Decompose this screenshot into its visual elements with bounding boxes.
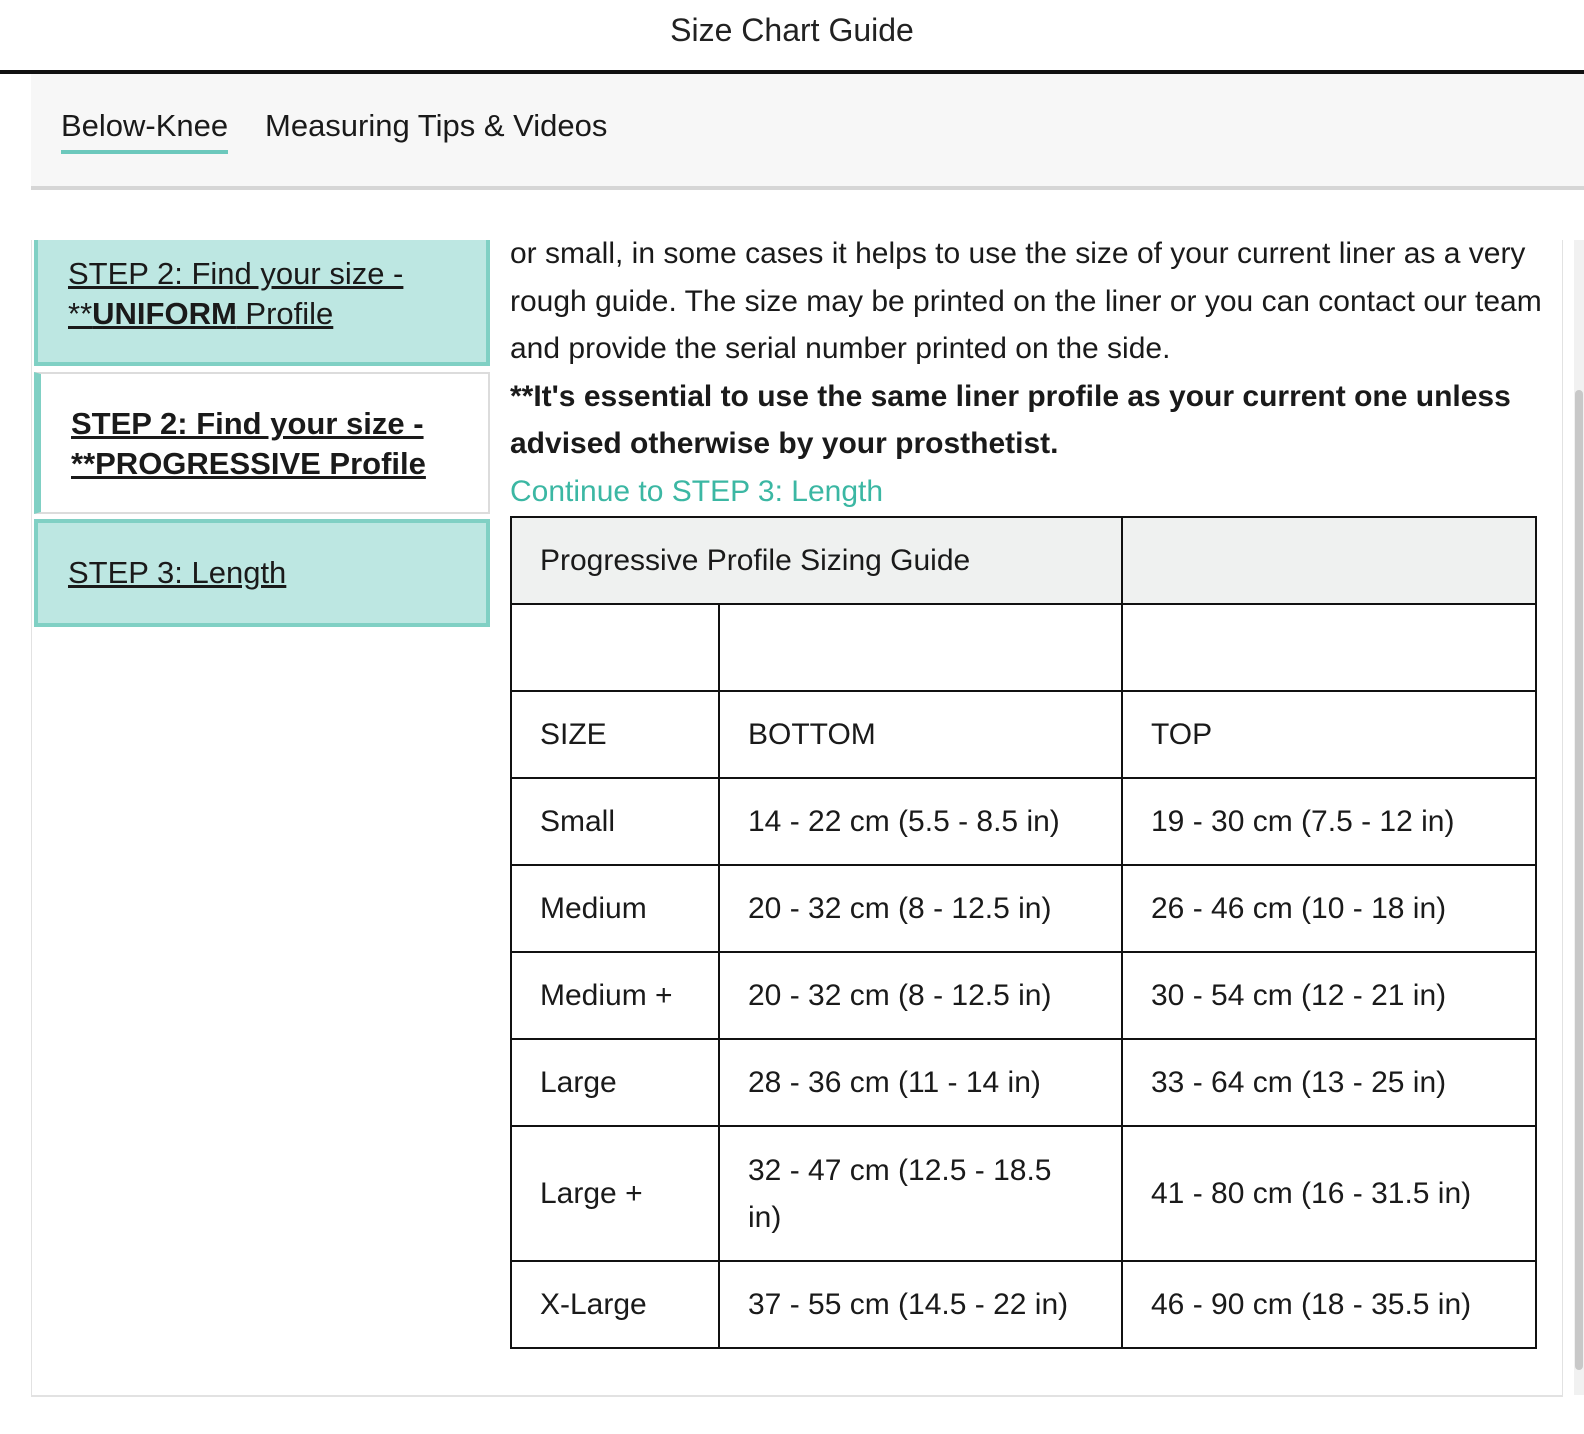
step-progressive-line1: STEP 2: Find your size - <box>71 406 424 441</box>
size-cell: Medium <box>511 865 719 952</box>
size-cell: Large <box>511 1039 719 1126</box>
page-title: Size Chart Guide <box>670 12 914 48</box>
profile-note: **It's essential to use the same liner profile as your current one unless advised otherwise by your prosthetist. <box>510 379 1511 460</box>
bottom-cell: 37 - 55 cm (14.5 - 22 in) <box>719 1261 1122 1348</box>
table-title: Progressive Profile Sizing Guide <box>511 517 1122 604</box>
header-bottom: BOTTOM <box>719 691 1122 778</box>
table-row <box>511 865 1536 952</box>
empty-cell <box>719 604 1122 691</box>
bottom-cell: 28 - 36 cm (11 - 14 in) <box>719 1039 1122 1126</box>
size-cell: Large + <box>511 1126 719 1261</box>
empty-cell <box>511 604 719 691</box>
table-row <box>511 1261 1536 1348</box>
top-cell: 19 - 30 cm (7.5 - 12 in) <box>1122 778 1536 865</box>
table-title-empty-cell <box>1122 517 1536 604</box>
step-progressive-line2: **PROGRESSIVE Profile <box>71 446 426 481</box>
step-uniform-profile[interactable] <box>34 240 490 366</box>
step-progressive-profile[interactable] <box>34 372 490 514</box>
bottom-cell: 20 - 32 cm (8 - 12.5 in) <box>719 865 1122 952</box>
step-uniform-link[interactable] <box>68 256 403 331</box>
top-cell: 26 - 46 cm (10 - 18 in) <box>1122 865 1536 952</box>
step-uniform-suffix: Profile <box>236 296 334 331</box>
table-empty-row <box>511 604 1536 691</box>
scrollbar[interactable] <box>1574 240 1584 1395</box>
table-row <box>511 1126 1536 1261</box>
size-cell: X-Large <box>511 1261 719 1348</box>
intro-paragraph: or small, in some cases it helps to use the size of your current liner as a very rough guide. The size may be printed on the liner or you can contact our team and provide the serial number printed on the side. <box>510 237 1542 365</box>
top-cell: 41 - 80 cm (16 - 31.5 in) <box>1122 1126 1536 1261</box>
header-size: SIZE <box>511 691 719 778</box>
bottom-cell: 14 - 22 cm (5.5 - 8.5 in) <box>719 778 1122 865</box>
table-row <box>511 1039 1536 1126</box>
step-progressive-link[interactable] <box>71 406 426 481</box>
top-cell: 30 - 54 cm (12 - 21 in) <box>1122 952 1536 1039</box>
tab-bar <box>31 74 1584 190</box>
step-length[interactable] <box>34 519 490 627</box>
continue-link[interactable]: Continue to STEP 3: Length <box>510 474 884 508</box>
bottom-cell: 32 - 47 cm (12.5 - 18.5 in) <box>719 1126 1122 1261</box>
table-header-row <box>511 691 1536 778</box>
size-cell: Medium + <box>511 952 719 1039</box>
top-cell: 33 - 64 cm (13 - 25 in) <box>1122 1039 1536 1126</box>
top-cell: 46 - 90 cm (18 - 35.5 in) <box>1122 1261 1536 1348</box>
scrollbar-thumb[interactable] <box>1575 390 1583 1370</box>
size-cell: Small <box>511 778 719 865</box>
step-length-link[interactable]: STEP 3: Length <box>68 555 287 590</box>
tab-measuring-tips[interactable]: Measuring Tips & Videos <box>265 108 608 143</box>
step-uniform-bold: UNIFORM <box>92 296 237 331</box>
table-row <box>511 952 1536 1039</box>
table-row <box>511 778 1536 865</box>
table-title-row <box>511 517 1536 604</box>
header-top: TOP <box>1122 691 1536 778</box>
step-uniform-prefix: ** <box>68 296 93 331</box>
main-text <box>510 230 1545 515</box>
step-uniform-line1: STEP 2: Find your size - <box>68 256 404 291</box>
sizing-table <box>510 516 1537 1349</box>
tab-below-knee[interactable]: Below-Knee <box>61 108 228 154</box>
header-bar <box>0 0 1584 74</box>
empty-cell <box>1122 604 1536 691</box>
bottom-cell: 20 - 32 cm (8 - 12.5 in) <box>719 952 1122 1039</box>
